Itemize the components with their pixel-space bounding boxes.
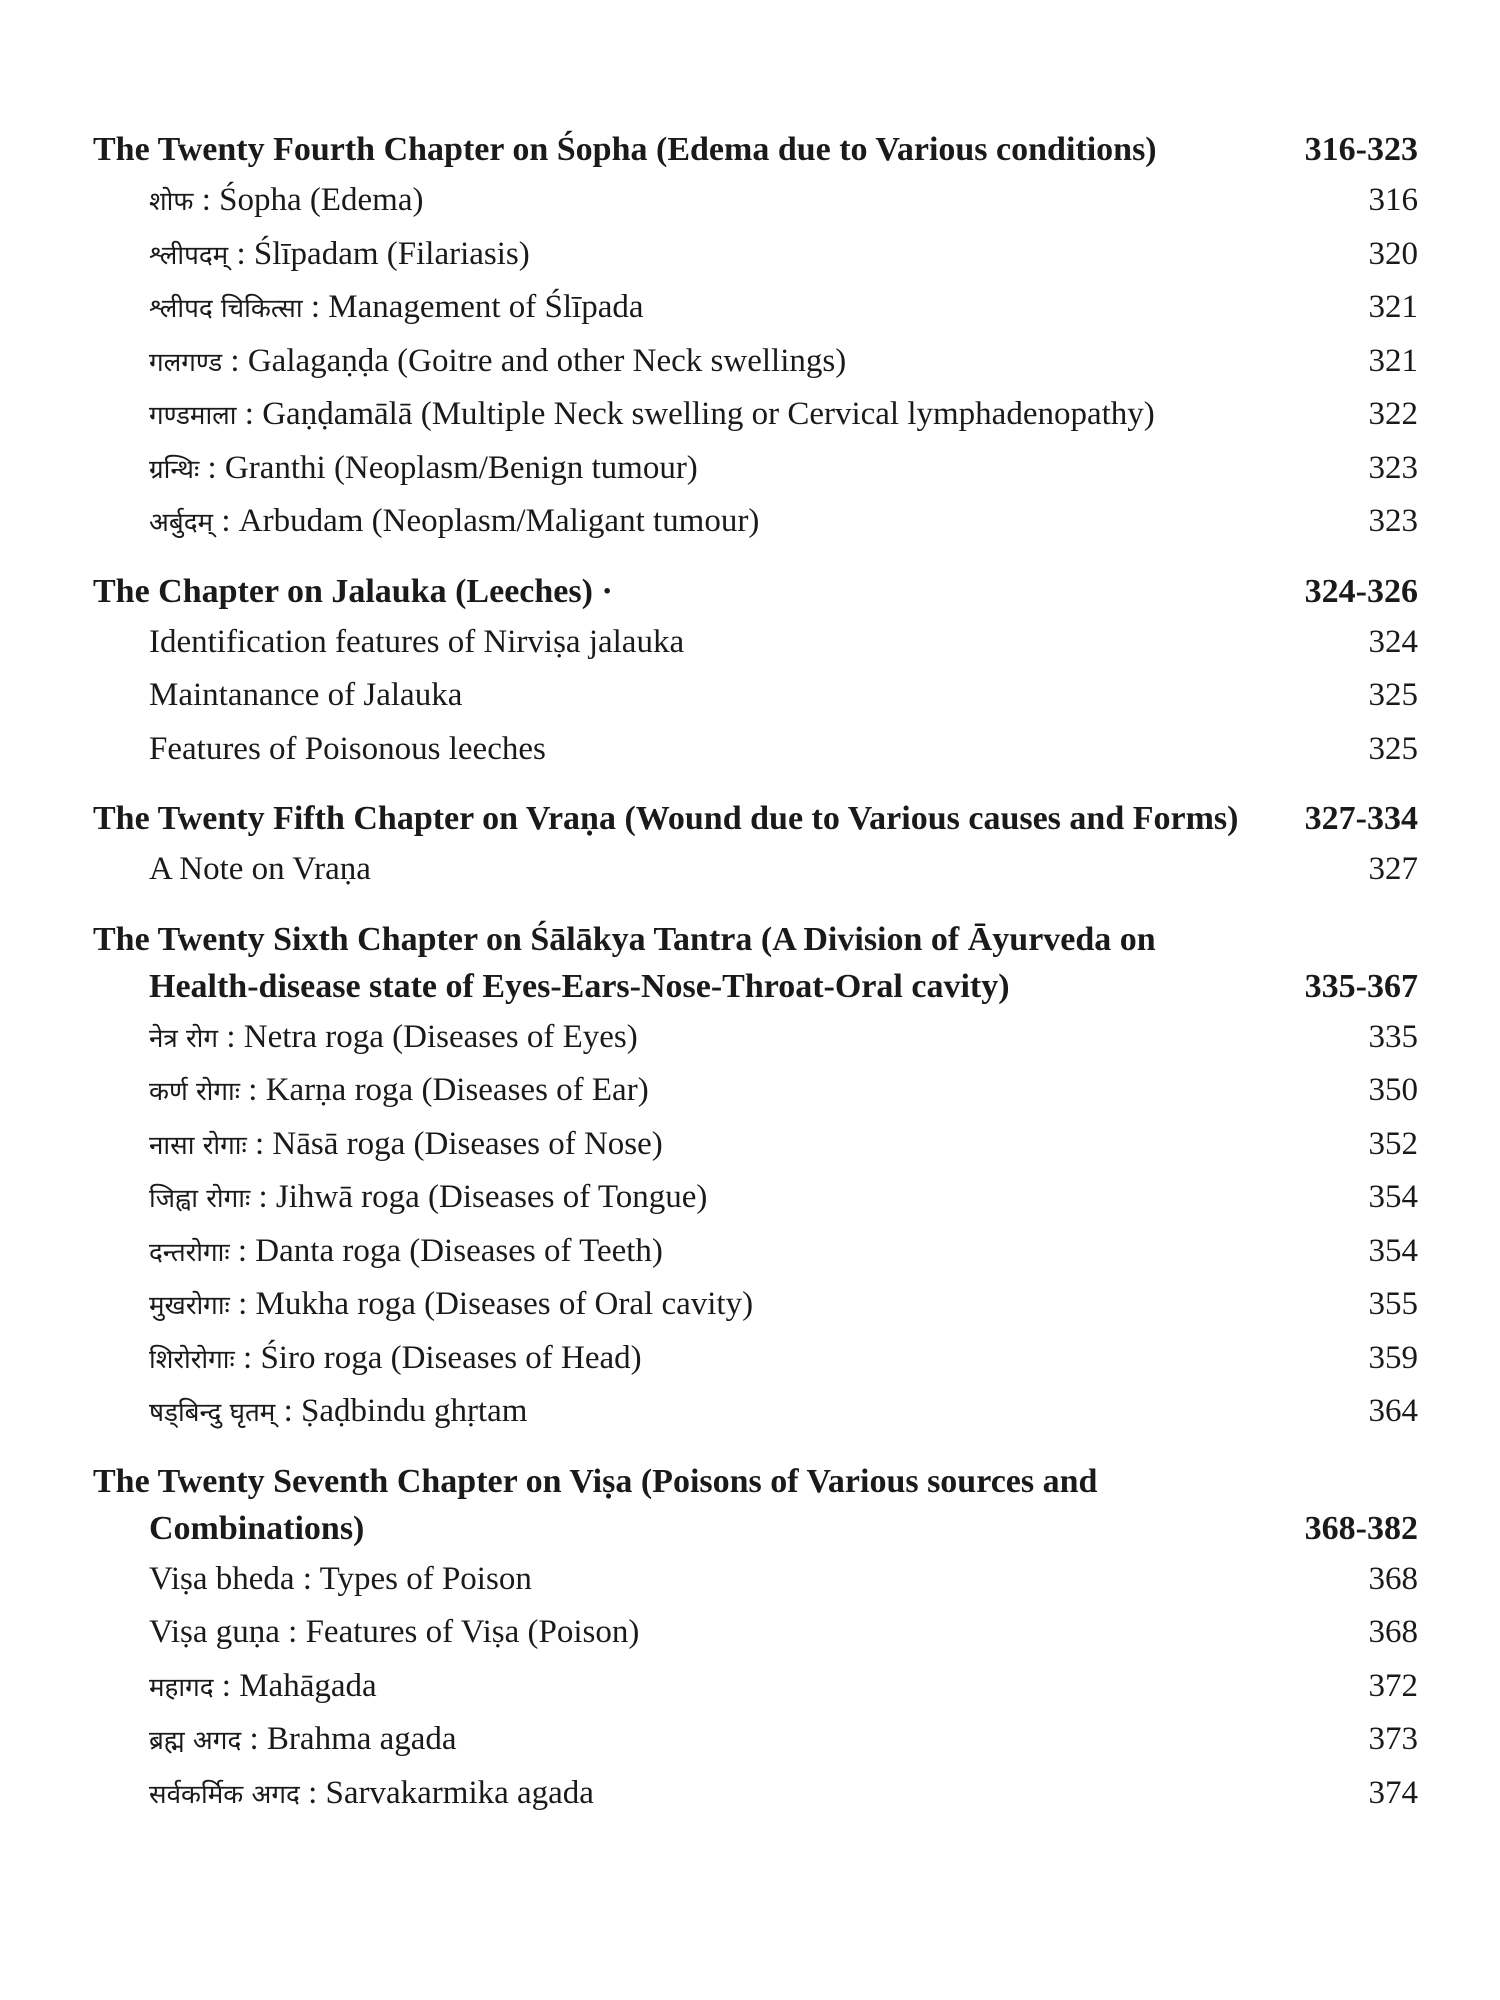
toc-chapter	[93, 564, 1418, 778]
entry-page-number: 327	[1368, 851, 1418, 887]
entry-english: : Danta roga (Diseases of Teeth)	[229, 1232, 663, 1269]
entry-english: : Management of Ślīpada	[302, 289, 644, 325]
toc-entry	[93, 336, 1418, 390]
entry-text	[149, 175, 424, 229]
entry-english: : Netra roga (Diseases of Eyes)	[218, 1018, 638, 1055]
entry-list	[93, 175, 1418, 550]
chapter-title: The Chapter on Jalauka (Leeches) ·	[93, 572, 613, 610]
entry-page-number: 320	[1368, 235, 1418, 272]
chapter-page-range: 368-382	[1304, 1509, 1418, 1547]
entry-page-number: 325	[1368, 730, 1418, 767]
entry-english: : Sarvakarmika agada	[299, 1774, 594, 1811]
entry-text	[149, 1607, 639, 1661]
toc-chapter	[93, 912, 1418, 1440]
entry-sanskrit: ग्रन्थिः	[149, 454, 200, 485]
entry-page-number: 323	[1368, 449, 1418, 486]
entry-sanskrit: श्लीपदम्	[149, 240, 229, 271]
entry-text	[149, 443, 698, 497]
chapter-heading	[93, 564, 1418, 617]
entry-list	[93, 844, 1418, 898]
entry-sanskrit: षड्बिन्दु घृतम्	[149, 1398, 276, 1428]
entry-english: Viṣa guṇa : Features of Viṣa (Poison)	[149, 1614, 640, 1650]
entry-english: : Ślīpadam (Filariasis)	[228, 235, 530, 272]
entry-sanskrit: ब्रह्म अगद	[149, 1726, 242, 1756]
entry-page-number: 323	[1368, 503, 1418, 539]
entry-page-number: 368	[1368, 1614, 1418, 1650]
entry-english: : Granthi (Neoplasm/Benign tumour)	[199, 449, 698, 486]
entry-text	[149, 496, 759, 550]
entry-english: : Karṇa roga (Diseases of Ear)	[240, 1072, 649, 1108]
entry-sanskrit: अर्बुदम्	[149, 508, 214, 538]
entry-text	[149, 1386, 527, 1440]
entry-page-number: 335	[1368, 1018, 1418, 1055]
toc-entry	[93, 282, 1418, 336]
chapter-heading	[93, 912, 1418, 1012]
entry-page-number: 322	[1368, 396, 1418, 432]
entry-english: : Jihwā roga (Diseases of Tongue)	[250, 1179, 708, 1215]
entry-english: : Gaṇḍamālā (Multiple Neck swelling or Cervical lymphadenopathy)	[236, 396, 1155, 432]
entry-page-number: 354	[1368, 1232, 1418, 1269]
toc-entry	[93, 1279, 1418, 1333]
entry-sanskrit: नेत्र रोग	[149, 1023, 219, 1054]
toc-entry	[93, 496, 1418, 550]
entry-page-number: 325	[1368, 677, 1418, 713]
entry-text	[149, 724, 546, 778]
entry-list	[93, 1012, 1418, 1440]
entry-sanskrit: शिरोरोगाः	[149, 1344, 235, 1375]
entry-english: Identification features of Nirviṣa jalauka	[149, 623, 685, 660]
chapter-page-range: 327-334	[1304, 800, 1418, 837]
toc-entry	[93, 1226, 1418, 1280]
entry-sanskrit: महागद	[149, 1672, 214, 1703]
entry-page-number: 372	[1368, 1667, 1418, 1704]
entry-page-number: 373	[1368, 1721, 1418, 1757]
entry-sanskrit: जिह्वा रोगाः	[149, 1184, 251, 1214]
entry-list	[93, 617, 1418, 778]
chapter-page-range: 316-323	[1304, 131, 1418, 168]
entry-text	[149, 1065, 649, 1119]
entry-sanskrit: मुखरोगाः	[149, 1291, 230, 1321]
entry-page-number: 321	[1368, 289, 1418, 325]
entry-list	[93, 1554, 1418, 1822]
entry-text	[149, 229, 530, 283]
entry-sanskrit: दन्तरोगाः	[149, 1237, 230, 1268]
toc-entry	[93, 1119, 1418, 1173]
toc-chapter	[93, 122, 1418, 550]
entry-sanskrit: श्लीपद चिकित्सा	[149, 294, 303, 324]
entry-english: : Śiro roga (Diseases of Head)	[234, 1339, 642, 1376]
entry-english: A Note on Vraṇa	[149, 851, 371, 887]
entry-text	[149, 1768, 594, 1822]
toc-entry	[93, 229, 1418, 283]
entry-page-number: 354	[1368, 1179, 1418, 1215]
entry-text	[149, 282, 644, 336]
entry-page-number: 316	[1368, 182, 1418, 218]
entry-text	[149, 844, 371, 898]
toc-entry	[93, 1554, 1418, 1608]
toc-entry	[93, 1172, 1418, 1226]
entry-english: Maintanance of Jalauka	[149, 677, 463, 713]
entry-page-number: 355	[1368, 1286, 1418, 1322]
entry-text	[149, 670, 462, 724]
entry-sanskrit: नासा रोगाः	[149, 1130, 247, 1161]
entry-page-number: 364	[1368, 1393, 1418, 1429]
toc-entry	[93, 1012, 1418, 1066]
entry-sanskrit: गलगण्ड	[149, 347, 223, 378]
entry-english: : Brahma agada	[241, 1721, 457, 1757]
entry-text	[149, 1714, 457, 1768]
chapter-title: The Twenty Fourth Chapter on Śopha (Edema due to Various conditions)	[93, 131, 1157, 168]
entry-page-number: 359	[1368, 1339, 1418, 1376]
entry-sanskrit: शोफ	[149, 187, 194, 217]
toc-entry	[93, 1386, 1418, 1440]
toc-entry	[93, 1607, 1418, 1661]
entry-text	[149, 1554, 532, 1608]
chapter-title: The Twenty Fifth Chapter on Vraṇa (Wound due to Various causes and Forms)	[93, 800, 1239, 837]
entry-english: Features of Poisonous leeches	[149, 730, 546, 767]
entry-page-number: 374	[1368, 1774, 1418, 1811]
entry-text	[149, 1119, 663, 1173]
entry-english: : Galagaṇḍa (Goitre and other Neck swellings)	[222, 342, 847, 379]
entry-english: : Ṣaḍbindu ghṛtam	[275, 1393, 528, 1429]
entry-page-number: 352	[1368, 1125, 1418, 1162]
entry-page-number: 368	[1368, 1560, 1418, 1597]
entry-english: : Mukha roga (Diseases of Oral cavity)	[229, 1286, 754, 1322]
toc-entry	[93, 1333, 1418, 1387]
entry-text	[149, 617, 684, 671]
toc-entry	[93, 1661, 1418, 1715]
toc-entry	[93, 1065, 1418, 1119]
toc-entry	[93, 1768, 1418, 1822]
entry-sanskrit: गण्डमाला	[149, 401, 237, 431]
entry-text	[149, 1333, 642, 1387]
toc-entry	[93, 670, 1418, 724]
toc-entry	[93, 1714, 1418, 1768]
chapter-title: The Twenty Seventh Chapter on Viṣa (Poisons of Various sources and Combinations)	[93, 1462, 1098, 1547]
chapter-heading	[93, 791, 1418, 844]
entry-sanskrit: सर्वकर्मिक अगद	[149, 1779, 300, 1810]
entry-page-number: 350	[1368, 1072, 1418, 1108]
entry-page-number: 324	[1368, 623, 1418, 660]
toc-entry	[93, 724, 1418, 778]
chapter-page-range: 335-367	[1304, 967, 1418, 1005]
toc-entry	[93, 389, 1418, 443]
entry-text	[149, 1012, 638, 1066]
entry-text	[149, 1172, 707, 1226]
chapter-page-range: 324-326	[1304, 572, 1418, 610]
entry-english: : Mahāgada	[213, 1667, 377, 1704]
entry-text	[149, 1661, 377, 1715]
chapter-title: The Twenty Sixth Chapter on Śālākya Tantra (A Division of Āyurveda on Health-disease state of Eyes-Ears-Nose-Throat-Oral cavity)	[93, 920, 1156, 1005]
toc-entry	[93, 844, 1418, 898]
toc-entry	[93, 175, 1418, 229]
entry-text	[149, 336, 846, 390]
entry-english: : Nāsā roga (Diseases of Nose)	[246, 1125, 663, 1162]
entry-page-number: 321	[1368, 342, 1418, 379]
toc-entry	[93, 617, 1418, 671]
entry-text	[149, 1279, 753, 1333]
entry-english: : Śopha (Edema)	[193, 182, 424, 218]
entry-english: : Arbudam (Neoplasm/Maligant tumour)	[213, 503, 760, 539]
entry-english: Viṣa bheda : Types of Poison	[149, 1560, 532, 1597]
toc-chapter	[93, 791, 1418, 898]
toc-chapter	[93, 1454, 1418, 1822]
chapter-heading	[93, 1454, 1418, 1554]
entry-text	[149, 389, 1155, 443]
entry-sanskrit: कर्ण रोगाः	[149, 1077, 241, 1107]
entry-text	[149, 1226, 663, 1280]
chapter-heading	[93, 122, 1418, 175]
toc-entry	[93, 443, 1418, 497]
